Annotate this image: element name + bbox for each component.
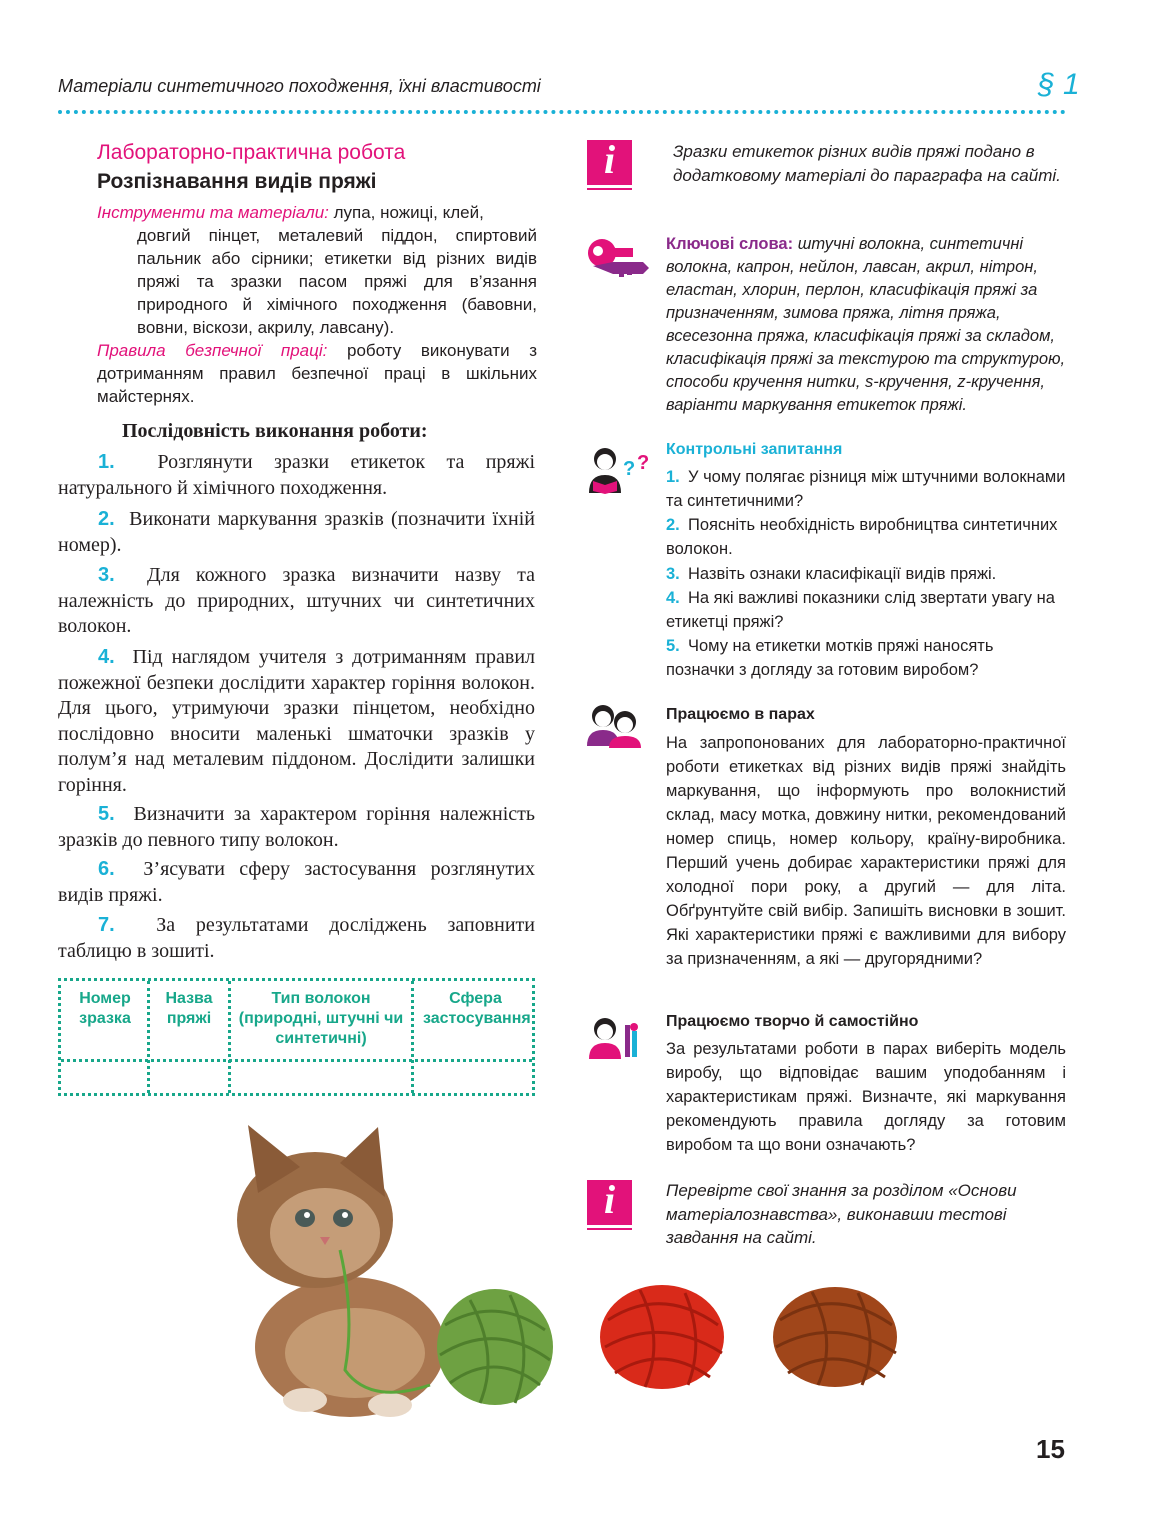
step-text: Розглянути зразки етикеток та пряжі натурального й хімічного походження. (58, 451, 535, 499)
question-item (666, 465, 1066, 513)
keywords-label: Ключові слова: (666, 235, 794, 253)
lab-title: Лабораторно-практична робота (97, 141, 406, 164)
running-header: Матеріали синтетичного походження, їхні властивості (58, 76, 541, 96)
question-text: Назвіть ознаки класифікації видів пряжі. (688, 565, 997, 583)
info-note: Перевірте свої знання за розділом «Основи матеріалознавства», виконавши тестові завдання на сайті. (666, 1181, 1017, 1247)
step-item (58, 645, 535, 798)
table-header-cell: Сфера застосування (423, 990, 531, 1027)
question-text: Поясніть необхідність виробництва синтетичних волокон. (666, 516, 1058, 558)
question-number: 4. (666, 589, 680, 607)
kitten-image (237, 1125, 445, 1417)
lab-subtitle: Розпізнавання видів пряжі (97, 170, 377, 193)
creative-title: Працюємо творчо й самостійно (666, 1013, 919, 1030)
info-icon: i (587, 1180, 632, 1225)
reading-student-icon (585, 445, 655, 495)
step-number: 2. (98, 508, 115, 530)
step-item (58, 507, 535, 558)
question-number: 5. (666, 637, 680, 655)
step-item (58, 563, 535, 640)
questions-title: Контрольні запитання (666, 441, 843, 458)
section-number: § 1 (1038, 68, 1080, 101)
step-number: 3. (98, 564, 115, 586)
step-text: Для кожного зразка визначити назву та належність до природних, штучних чи синтетичних волокон. (58, 564, 536, 637)
svg-text:?: ? (637, 452, 650, 474)
red-yarn-ball (600, 1285, 724, 1389)
creative-text: За результатами роботи в парах виберіть модель виробу, що відповідає вашим уподобанням і характеристикам пряжі. Визначте, які маркування рекомендують правила догляду за готовим виробом та що вони означають? (666, 1040, 1066, 1154)
creative-work-icon (585, 1015, 645, 1060)
question-item (666, 562, 1066, 586)
step-item (58, 857, 535, 908)
step-item (58, 913, 535, 964)
step-text: Під наглядом учителя з дотриманням правил пожежної безпеки дослідити характер горіння волокон. Для цього, утримуючи зразки пінцетом, необхідно послідовно вносити маленькі шматочки зразків у полум’я над металевим піддоном. Дослідити залишки горіння. (58, 646, 536, 796)
step-text: За результатами досліджень заповнити таблицю в зошиті. (58, 914, 535, 962)
question-number: 2. (666, 516, 680, 534)
info-icon: i (587, 140, 632, 185)
step-text: Визначити за характером горіння належність зразків до певного типу волокон. (58, 803, 535, 851)
step-number: 1. (98, 451, 115, 473)
tools-label: Інструменти та матеріали: (97, 203, 329, 222)
pair-work-icon (585, 702, 645, 748)
table-header-cell: Тип волокон (природні, штучні чи синтетичні) (238, 990, 404, 1047)
question-number: 3. (666, 565, 680, 583)
step-item (58, 802, 535, 853)
keywords-block (666, 233, 1066, 417)
safety-text: роботу виконувати з дотриманням правил безпечної праці в шкільних майстернях. (97, 341, 538, 406)
question-item (666, 586, 1066, 634)
safety-block (97, 339, 537, 408)
question-item (666, 513, 1066, 561)
question-text: Чому на етикетки мотків пряжі наносять позначки з догляду за готовим виробом? (666, 637, 994, 679)
pairs-title: Працюємо в парах (666, 706, 815, 723)
brown-yarn-ball (773, 1287, 897, 1387)
tools-text-first: лупа, ножиці, клей, (328, 203, 484, 222)
sequence-title: Послідовність виконання роботи: (122, 420, 428, 442)
step-text: Виконати маркування зразків (позначити їхній номер). (58, 508, 535, 556)
step-number: 7. (98, 914, 115, 936)
keywords-text: штучні волокна, синтетичні волокна, капрон, нейлон, лавсан, акрил, нітрон, еластан, хлорин, перлон, класифікація пряжі за призначенням, зимова пряжа, літня пряжа, всесезонна пряжа, класифікація пряжі за складом, класифікація пряжі за текстурою та структурою, способи кручення нитки, s-кручення, z-кручення, варіанти маркування етикеток пряжі. (666, 235, 1066, 414)
svg-text:?: ? (623, 458, 636, 480)
step-number: 4. (98, 646, 115, 668)
header-divider (58, 110, 1066, 114)
question-text: У чому полягає різниця між штучними волокнами та синтетичними? (666, 468, 1066, 510)
question-item (666, 634, 1066, 682)
tools-text: довгий пінцет, металевий піддон, спиртовий пальник або сірники; етикетки від різних видів пряжі та зразки пасом пряжі для в’язання природного й хімічного походження (бавовни, вовни, віскози, акрилу, лавсану). (137, 226, 537, 337)
step-number: 5. (98, 803, 115, 825)
kitten-yarn-illustration (140, 1115, 920, 1420)
table-header-cell: Назва пряжі (165, 990, 213, 1027)
question-number: 1. (666, 468, 680, 486)
pairs-text: На запропонованих для лабораторно-практичної роботи етикетках від різних видів пряжі знайдіть маркування, що інформують про волокнистий склад, масу мотка, довжину нитки, рекомендований номер спиць, номер кольору, країну-виробника. Перший учень добирає характеристики пряжі для холодної пори року, а другий — для літа. Обґрунтуйте свій вибір. Запишіть висновки в зошит. Які характеристики пряжі є важливими для вибору за призначенням, а які — другорядними? (666, 734, 1066, 968)
tools-block (97, 201, 537, 339)
info-note: Зразки етикеток різних видів пряжі подано в додатковому матеріалі до параграфа на сайті. (673, 142, 1061, 185)
question-text: На які важливі показники слід звертати увагу на етикетці пряжі? (666, 589, 1055, 631)
table-header-cell: Номер зразка (79, 990, 131, 1027)
safety-label: Правила безпечної праці: (97, 341, 328, 360)
key-icon (585, 236, 653, 278)
results-table (58, 978, 535, 1096)
step-number: 6. (98, 858, 115, 880)
step-text: З’ясувати сферу застосування розглянутих видів пряжі. (58, 858, 535, 906)
green-yarn-ball (437, 1289, 553, 1405)
page-number: 15 (1036, 1434, 1065, 1464)
step-item (58, 450, 535, 501)
